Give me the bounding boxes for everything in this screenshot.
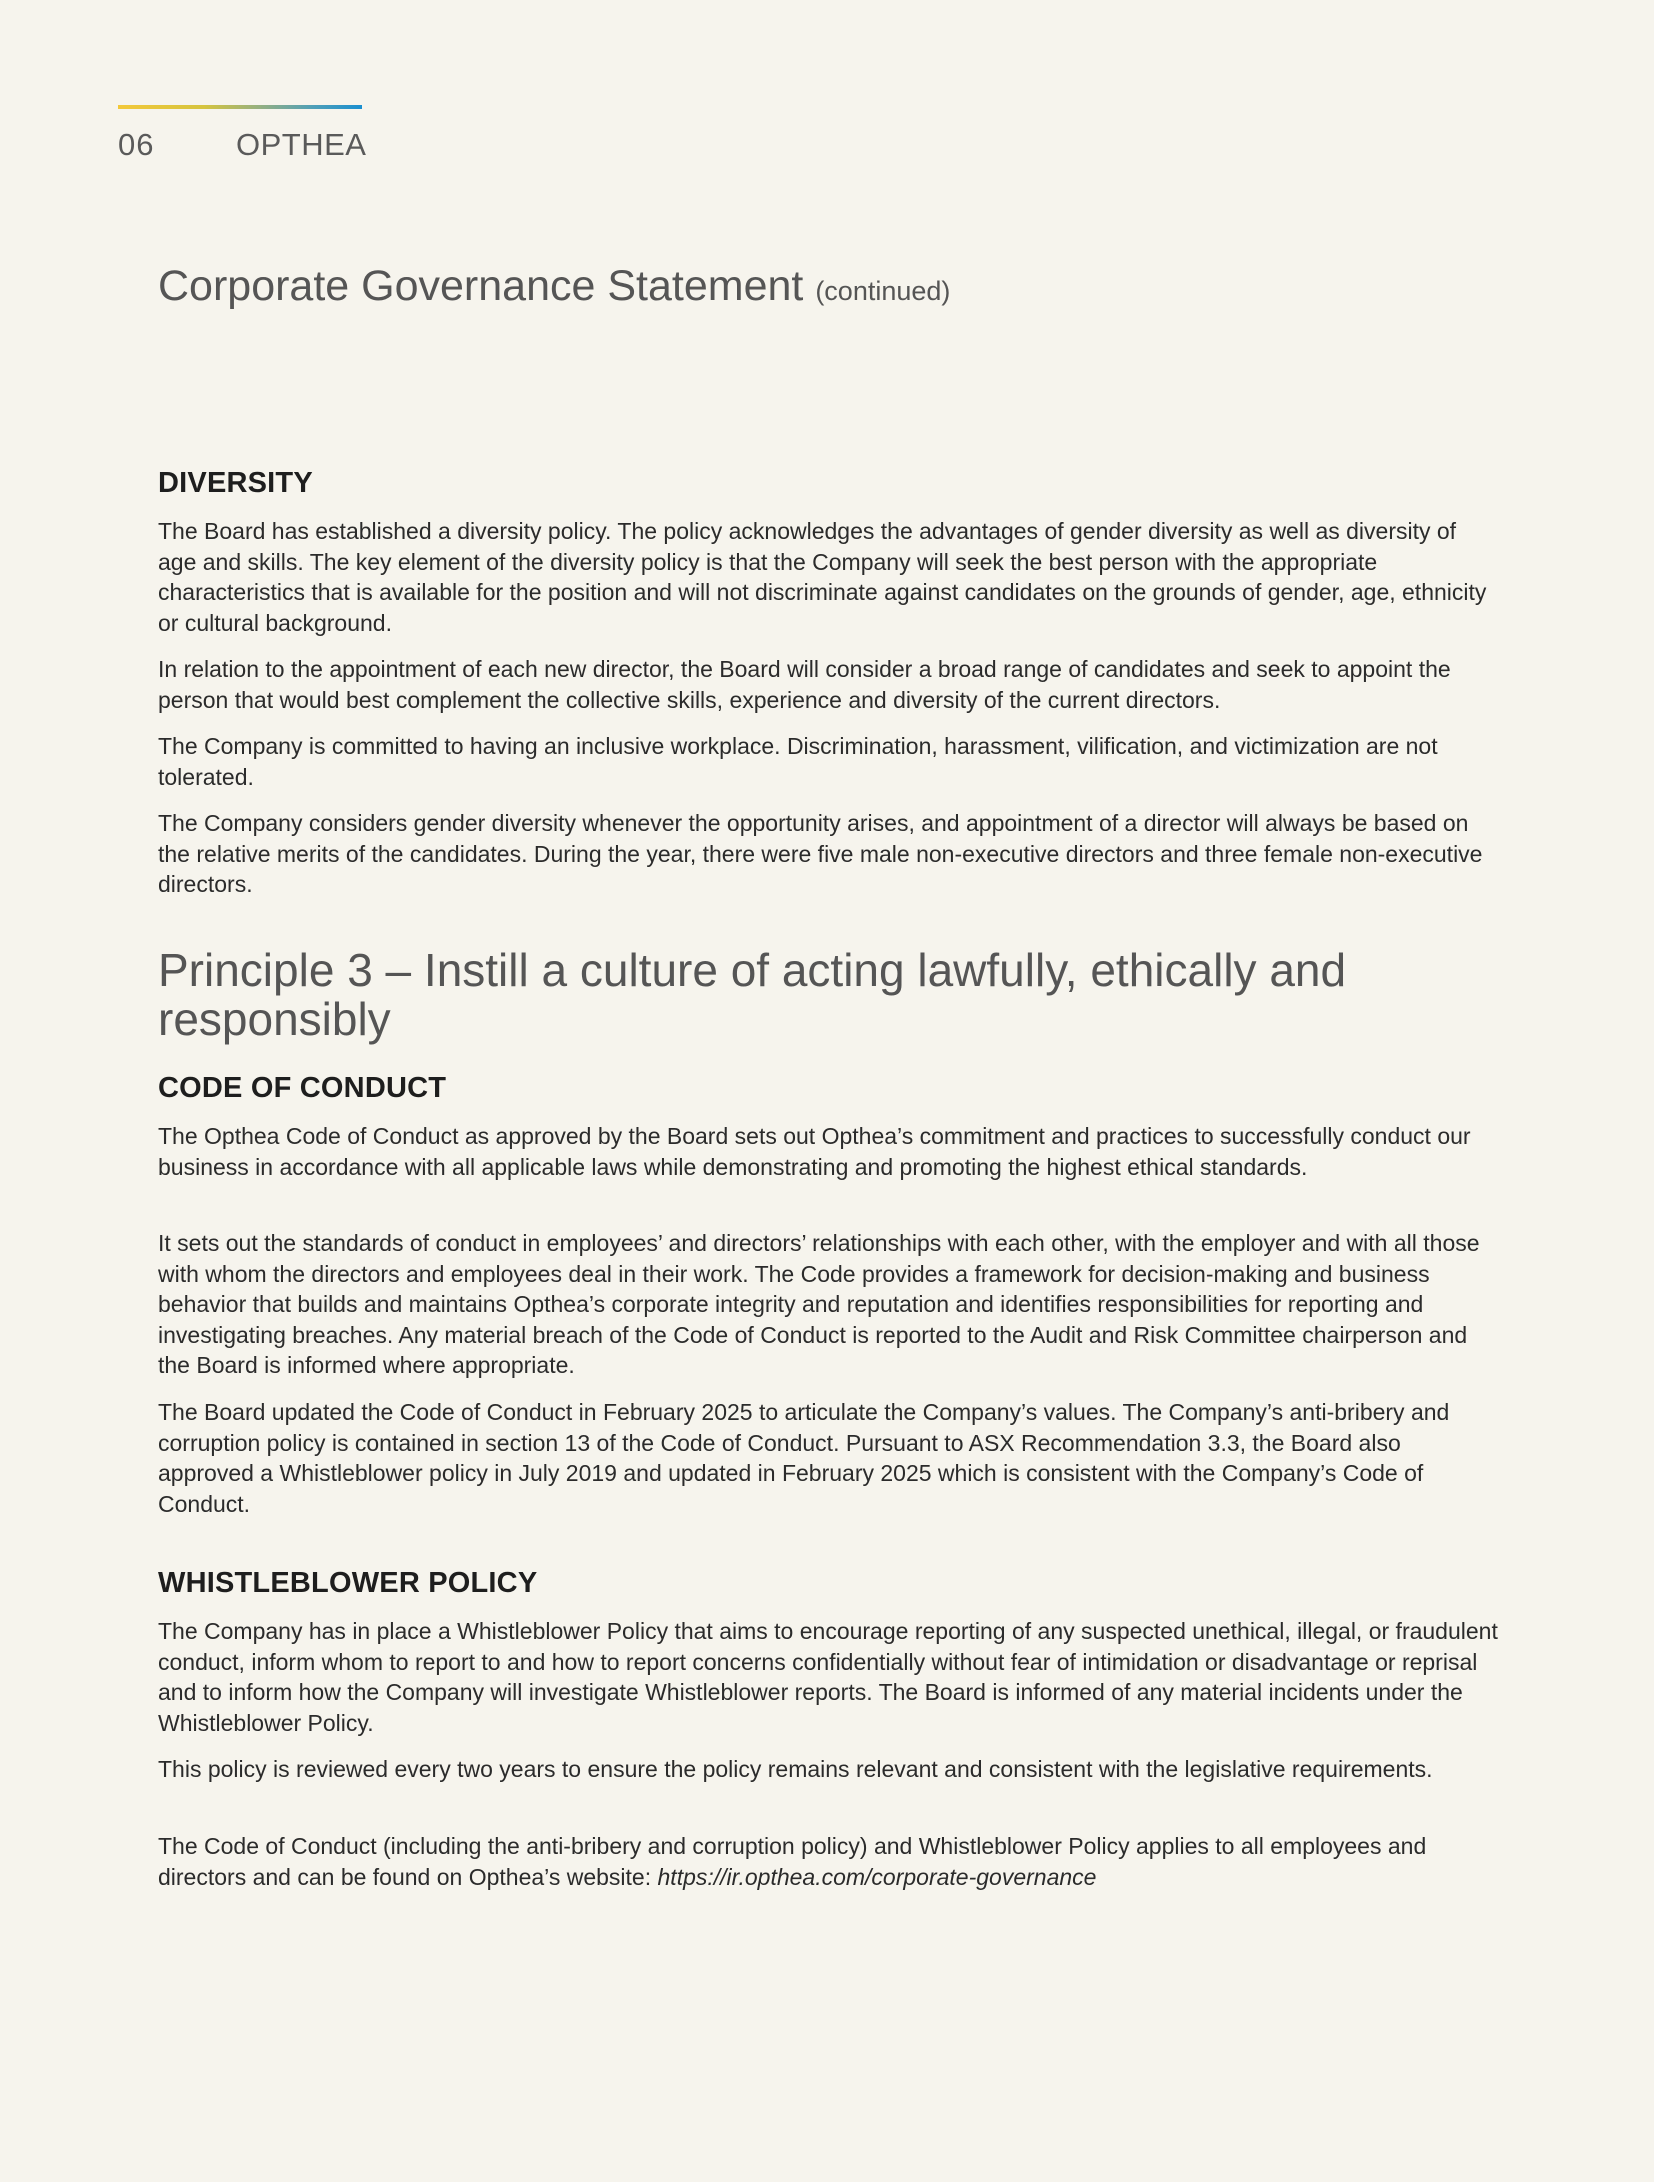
whistleblower-paragraph-3-text: The Code of Conduct (including the anti-bribery and corruption policy) and Whistleblower Policy applies to all employees and directors and can be found on Opthea’s website:: [158, 1833, 1427, 1890]
diversity-heading: DIVERSITY: [158, 467, 313, 499]
code-of-conduct-heading: CODE OF CONDUCT: [158, 1072, 447, 1104]
code-of-conduct-paragraph-3: The Board updated the Code of Conduct in February 2025 to articulate the Company’s values. The Company’s anti-bribery and corruption policy is contained in section 13 of the Code of Conduct. Pursuant to ASX Recommendation 3.3, the Board also approved a Whistleblower policy in July 2019 and updated in February 2025 which is consistent with the Company’s Code of Conduct.: [158, 1399, 1450, 1517]
whistleblower-paragraph-3: [158, 1831, 1498, 1892]
corporate-governance-link[interactable]: https://ir.opthea.com/corporate-governance: [657, 1863, 1097, 1890]
page-number: 06: [118, 127, 155, 162]
code-of-conduct-paragraph-1: The Opthea Code of Conduct as approved by the Board sets out Opthea’s commitment and practices to successfully conduct our business in accordance with all applicable laws while demonstrating and promoting the highest ethical standards.: [158, 1123, 1471, 1180]
whistleblower-paragraph-1: The Company has in place a Whistleblower Policy that aims to encourage reporting of any suspected unethical, illegal, or fraudulent conduct, inform whom to report to and how to report concerns confidentially without fear of intimidation or disadvantage or reprisal and to inform how the Company will investigate Whistleblower reports. The Board is informed of any material incidents under the Whistleblower Policy.: [158, 1618, 1498, 1736]
principle-3-heading: Principle 3 – Instill a culture of acting lawfully, ethically and responsibly: [158, 944, 1347, 1045]
whistleblower-heading: WHISTLEBLOWER POLICY: [158, 1567, 538, 1599]
diversity-paragraph-3: The Company is committed to having an inclusive workplace. Discrimination, harassment, vilification, and victimization are not tolerated.: [158, 733, 1438, 790]
diversity-paragraph-2: In relation to the appointment of each new director, the Board will consider a broad range of candidates and seek to appoint the person that would best complement the collective skills, experience and diversity of the current directors.: [158, 656, 1451, 713]
brand-logo: OPTHEA: [236, 127, 367, 162]
diversity-paragraph-1: The Board has established a diversity policy. The policy acknowledges the advantages of gender diversity as well as diversity of age and skills. The key element of the diversity policy is that the Company will seek the best person with the appropriate characteristics that is available for the position and will not discriminate against candidates on the grounds of gender, age, ethnicity or cultural background.: [158, 518, 1487, 636]
page-title: [158, 262, 950, 311]
page-title-suffix: (continued): [815, 276, 951, 306]
whistleblower-paragraph-2: This policy is reviewed every two years to ensure the policy remains relevant and consistent with the legislative requirements.: [158, 1756, 1433, 1782]
header-accent-bar: [118, 105, 362, 109]
page-title-main: Corporate Governance Statement: [158, 262, 804, 310]
code-of-conduct-paragraph-2: It sets out the standards of conduct in employees’ and directors’ relationships with each other, with the employer and with all those with whom the directors and employees deal in their work. The Code provides a framework for decision-making and business behavior that builds and maintains Opthea’s corporate integrity and reputation and identifies responsibilities for reporting and investigating breaches. Any material breach of the Code of Conduct is reported to the Audit and Risk Committee chairperson and the Board is informed where appropriate.: [158, 1230, 1480, 1378]
diversity-paragraph-4: The Company considers gender diversity whenever the opportunity arises, and appointment of a director will always be based on the relative merits of the candidates. During the year, there were five male non-executive directors and three female non-executive directors.: [158, 810, 1483, 897]
